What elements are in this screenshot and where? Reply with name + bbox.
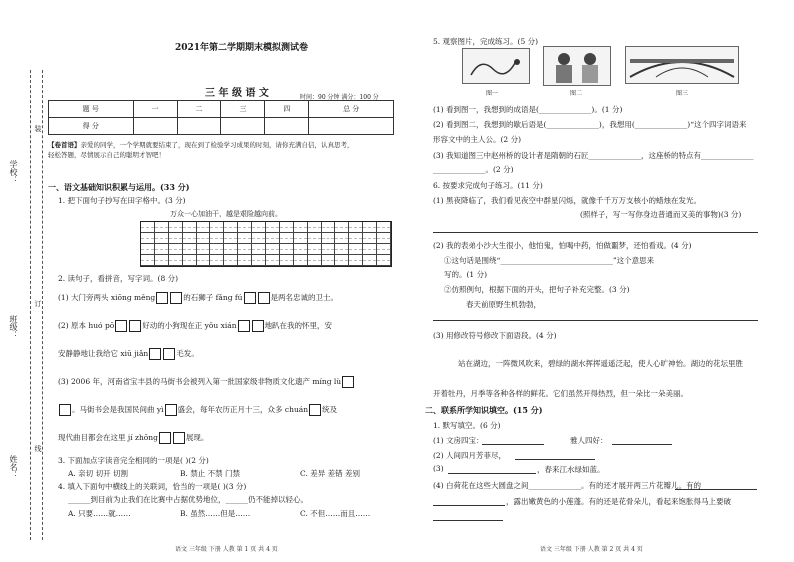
q2-text: (1) 大门旁两头 xiōnɡ měnɡ (58, 293, 156, 302)
q2-text: 好动的小狗现在正 yǒu xián (142, 321, 237, 330)
section-1-title: 一、语文基础知识积累与运用。(33 分) (48, 182, 190, 192)
picture-2 (543, 46, 611, 86)
q2-text: 统及 (322, 405, 338, 414)
fill-4b: ，露出嫩黄色的小莲蓬。有的还是花骨朵儿，看起来饱胀得马上要破 (506, 497, 731, 506)
exam-time: 时间：90 分钟 满分：100 分 (300, 94, 379, 101)
q6-1: (1) 黑夜降临了，我们看见夜空中群星闪烁，就像千千万万支核小的蜡烛在发光。 (433, 196, 702, 205)
q5-prompt: 5. 观察图片，完成练习。(5 分) (433, 37, 539, 46)
answer-box[interactable] (115, 320, 127, 332)
answer-box[interactable] (238, 320, 250, 332)
page-footer-right: 语文 三年级 下册 人教 第 2 页 共 4 页 (540, 546, 643, 553)
answer-line[interactable] (433, 520, 503, 521)
score-cell[interactable] (265, 118, 309, 135)
stone-bridge-icon (626, 47, 738, 83)
exam-subtitle: 三 年 级 语 文 (205, 88, 269, 99)
q1-prompt: 1. 把下面句子抄写在田字格中。(3 分) (58, 196, 186, 205)
picture-1 (462, 48, 530, 84)
fill-q1-prompt: 1. 默写填空。(6 分) (433, 421, 501, 430)
answer-box[interactable] (244, 292, 256, 304)
score-cell[interactable] (221, 118, 265, 135)
q4-option-b[interactable]: B. 虽然……但是…… (180, 509, 251, 518)
q4-sentence: ______到目前为止我们在比赛中占据优势地位，______仍不能掉以轻心。 (68, 495, 308, 504)
q6-2: (2) 我的表弟小沙大生很小，他怕鬼，怕喝中药，怕做噩梦，还怕看戏。(4 分) (433, 241, 692, 250)
exam-title: 2021年第二学期期末模拟测试卷 (175, 43, 309, 53)
q2-text: 的石狮子 fǎnɡ fú (183, 293, 243, 302)
answer-box[interactable] (159, 432, 171, 444)
q2-prompt: 2. 读句子，看拼音，写字词。(8 分) (58, 274, 179, 283)
q6-2b: ②仿照例句，根据下面的开头，把句子补充完整。(3 分) (444, 285, 630, 294)
answer-box[interactable] (129, 320, 141, 332)
picture-3-label: 图三 (676, 90, 689, 97)
score-cell[interactable] (177, 118, 221, 135)
q6-2a2: 写的。(1 分) (444, 270, 488, 279)
fill-3: (3) (433, 464, 444, 473)
q2-line-4 (58, 376, 355, 388)
q3-option-b[interactable]: B. 禁止 不禁 门禁 (180, 469, 241, 478)
answer-line[interactable] (515, 459, 595, 460)
score-header: 总 分 (309, 101, 394, 118)
answer-box[interactable] (309, 404, 321, 416)
q5-3b: ______________。(2 分) (433, 165, 514, 174)
fill-2: (2) 人间四月芳菲尽， (433, 451, 507, 460)
q2-line-6 (58, 432, 208, 444)
fill-1-label: (1) 文房四宝： (433, 436, 484, 445)
answer-box[interactable] (163, 348, 175, 360)
binding-mark: 线 (34, 445, 42, 452)
fill-3b: ，春来江水绿如蓝。 (537, 465, 605, 474)
q2-text: 是两名忠诚的卫士。 (270, 293, 338, 302)
q2-text: 现代曲目都会在这里 jí zhōnɡ (58, 433, 158, 442)
q6-1b: (照样子，写一写你身边普通而又美的事物)(3 分) (580, 210, 742, 219)
name-label: 姓名： (9, 455, 18, 479)
q3-option-a[interactable]: A. 亲切 切开 切割 (68, 469, 128, 478)
q6-3: (3) 用修改符号修改下面语段。(4 分) (433, 331, 557, 340)
binding-line-outer (30, 70, 31, 540)
q6-2c: 春天前原野生机勃勃， (466, 300, 541, 309)
fill-4: (4) 白荷花在这些大圆盘之间______________。有的还才展开两三片花瓣儿。有的 (433, 481, 702, 490)
score-header: 三 (221, 101, 265, 118)
page-footer-left: 语文 三年级 下册 人教 第 1 页 共 4 页 (175, 546, 278, 553)
intro-tag: 【卷首语】 (48, 141, 81, 149)
q2-text: 盛会，每年农历正月十三，众多 chuán (177, 405, 309, 414)
q2-text: 。马街书会是我国民间曲 yì (72, 405, 164, 414)
score-header: 一 (133, 101, 177, 118)
q4-option-c[interactable]: C. 不但……而且…… (300, 509, 371, 518)
answer-box[interactable] (173, 432, 185, 444)
q2-line-5 (58, 404, 337, 416)
q4-option-a[interactable]: A. 只要……就…… (68, 509, 131, 518)
dragon-drawing-icon (463, 49, 529, 83)
answer-box[interactable] (156, 292, 168, 304)
answer-box[interactable] (258, 292, 270, 304)
q2-text: (2) 原本 huó pō (58, 321, 115, 330)
binding-mark: 订 (34, 300, 42, 307)
score-header: 题 号 (49, 101, 134, 118)
q2-line-2 (58, 320, 332, 332)
answer-box[interactable] (59, 404, 71, 416)
binding-mark: 装 (34, 125, 42, 132)
q2-line-1 (58, 292, 338, 304)
two-people-icon (544, 47, 610, 85)
q4-prompt: 4. 填入下面句中横线上的关联词，恰当的一项是( )(3 分) (58, 482, 247, 491)
q5-2b: 形容文中的主人公。(2 分) (433, 135, 522, 144)
q3-option-c[interactable]: C. 差异 差错 差别 (300, 469, 361, 478)
answer-box[interactable] (149, 348, 161, 360)
score-cell[interactable] (133, 118, 177, 135)
picture-3 (625, 46, 739, 84)
q5-3: (3) 我知道图三中赵州桥的设计者是隋朝的石匠______________，这座桥的特点有______________ (433, 151, 754, 160)
picture-1-label: 图一 (486, 90, 499, 97)
section-2-title: 二、联系所学知识填空。(15 分) (425, 405, 543, 415)
score-label: 得 分 (49, 118, 134, 135)
answer-line[interactable] (433, 320, 758, 321)
q5-1: (1) 看到图一，我想到的成语是(______________)。(1 分) (433, 105, 623, 114)
q3-prompt: 3. 下面加点字读音完全相同的一项是( )(2 分) (58, 456, 209, 465)
q2-text: 安静静地让我给它 xiū jiǎn (58, 349, 149, 358)
class-label: 班级： (9, 315, 18, 339)
fill-1b-label: 雅人四好： (570, 436, 608, 445)
answer-line[interactable] (448, 473, 536, 474)
answer-box[interactable] (170, 292, 182, 304)
q6-3-paragraph-1: 站在湖边，一阵微风吹来，碧绿的湖水挥挥遥遥泛起，使人心旷神怡。湖边的花坛里胜 (458, 359, 743, 368)
answer-line[interactable] (612, 444, 672, 445)
answer-line[interactable] (433, 232, 758, 233)
tianzige-grid[interactable] (140, 221, 392, 267)
q2-text: 毛发。 (176, 349, 199, 358)
answer-box[interactable] (252, 320, 264, 332)
score-header: 二 (177, 101, 221, 118)
answer-line[interactable] (482, 444, 544, 445)
q6-3-paragraph-2: 开着牡丹，月季等各种各样的鲜花。它们虽然开得热烈，但一朵比一朵美丽。 (433, 389, 688, 398)
q2-line-3 (58, 348, 199, 360)
q6-2a: ①这句话是围绕“______________________________”这个意思来 (444, 256, 655, 265)
school-label: 学校： (9, 160, 18, 184)
intro-text-2: 轻松答题，尽情展示自己的聪明才智吧！ (48, 151, 165, 159)
intro (48, 140, 393, 160)
answer-line[interactable] (433, 505, 505, 506)
score-table (48, 100, 394, 135)
q2-text: (3) 2006 年，河南省宝丰县的马街书会被列入第一批国家级非物质文化遗产 mínɡ lù (58, 377, 342, 386)
answer-line[interactable] (675, 489, 757, 490)
q2-text: 地趴在我的怀里，安 (264, 321, 333, 330)
intro-text: 亲爱的同学，一个学期就要结束了，现在到了检验学习成果的时刻，请你充满自信，认真思考， (80, 141, 354, 149)
q2-text: 展现。 (185, 433, 209, 442)
answer-box[interactable] (165, 404, 177, 416)
picture-2-label: 图二 (570, 90, 583, 97)
q1-sentence: 万众一心加油干，越是艰险越向前。 (170, 210, 282, 218)
answer-box[interactable] (342, 376, 354, 388)
q5-2: (2) 看到图二，我想到的歇后语是(______________)，我想用(______________)“这个四字词语来 (433, 120, 747, 129)
score-cell[interactable] (309, 118, 394, 135)
q6-prompt: 6. 按要求完成句子练习。(11 分) (433, 181, 543, 190)
score-header: 四 (265, 101, 309, 118)
